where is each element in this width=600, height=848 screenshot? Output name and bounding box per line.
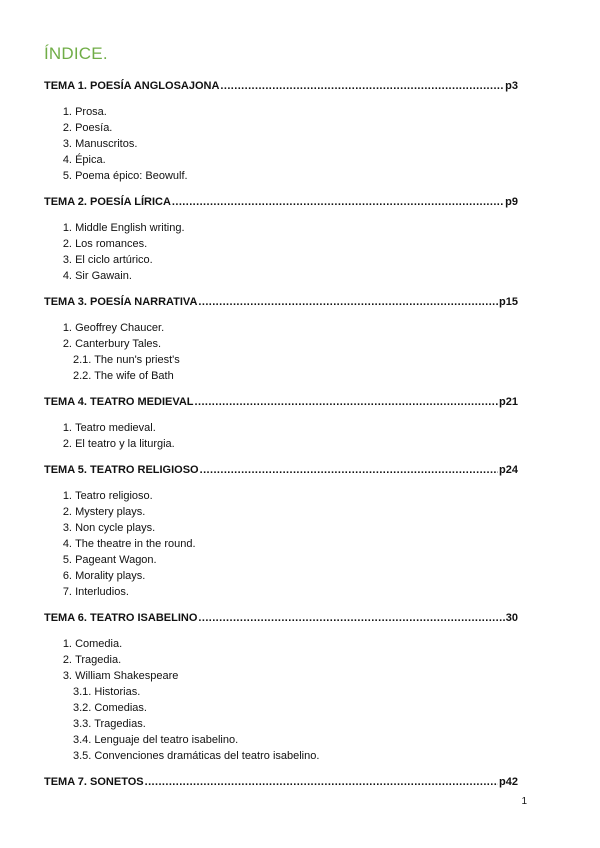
list-item-number: 5. bbox=[62, 554, 72, 566]
list-item-text: Middle English writing. bbox=[75, 222, 185, 234]
tema-heading: TEMA 6. TEATRO ISABELINO bbox=[44, 612, 198, 624]
tema-item-list bbox=[44, 488, 518, 600]
table-of-contents bbox=[44, 78, 518, 790]
list-item bbox=[44, 568, 518, 584]
list-item bbox=[44, 552, 518, 568]
list-item bbox=[44, 252, 518, 268]
list-item-number: 4. bbox=[62, 154, 72, 166]
tema-page-ref: p3 bbox=[505, 80, 518, 92]
tema-heading: TEMA 4. TEATRO MEDIEVAL bbox=[44, 396, 194, 408]
list-item-number: 2. bbox=[62, 238, 72, 250]
list-item-text: Prosa. bbox=[75, 106, 107, 118]
sub-list-item: 2.1. The nun's priest's bbox=[73, 354, 180, 366]
list-item-text: Los romances. bbox=[75, 238, 148, 250]
tema-item-list bbox=[44, 220, 518, 284]
list-item-number: 4. bbox=[62, 270, 72, 282]
list-item bbox=[44, 520, 518, 536]
list-item-text: Morality plays. bbox=[75, 570, 146, 582]
list-item-number: 5. bbox=[62, 170, 72, 182]
tema-item-list bbox=[44, 320, 518, 384]
page-number: 1 bbox=[521, 796, 527, 807]
list-item bbox=[44, 584, 518, 600]
toc-entry-tema-3 bbox=[44, 294, 518, 310]
sub-list-item: 3.1. Historias. bbox=[73, 686, 141, 698]
sub-list-item: 3.4. Lenguaje del teatro isabelino. bbox=[73, 734, 239, 746]
list-item-number: 2. bbox=[62, 438, 72, 450]
toc-entry-tema-4 bbox=[44, 394, 518, 410]
list-item bbox=[44, 636, 518, 652]
tema-page-ref: 30 bbox=[505, 612, 518, 624]
sub-list-item: 2.2. The wife of Bath bbox=[73, 370, 174, 382]
list-item bbox=[44, 668, 518, 684]
tema-heading: TEMA 3. POESÍA NARRATIVA bbox=[44, 296, 198, 308]
tema-page-ref: p21 bbox=[499, 396, 518, 408]
list-item-number: 4. bbox=[62, 538, 72, 550]
list-item bbox=[44, 136, 518, 152]
list-item-number: 3. bbox=[62, 670, 72, 682]
index-title: ÍNDICE. bbox=[44, 44, 108, 63]
list-item-text: Sir Gawain. bbox=[75, 270, 132, 282]
list-item-number: 2. bbox=[62, 506, 72, 518]
list-item bbox=[44, 488, 518, 504]
tema-heading: TEMA 2. POESÍA LÍRICA bbox=[44, 196, 171, 208]
tema-heading: TEMA 1. POESÍA ANGLOSAJONA bbox=[44, 80, 220, 92]
list-item-text: The theatre in the round. bbox=[75, 538, 196, 550]
tema-item-list bbox=[44, 104, 518, 184]
list-item-text: Interludios. bbox=[75, 586, 129, 598]
sub-list-item: 3.5. Convenciones dramáticas del teatro isabelino. bbox=[73, 750, 320, 762]
sub-list-item: 3.2. Comedias. bbox=[73, 702, 147, 714]
list-item bbox=[44, 236, 518, 252]
list-item bbox=[44, 152, 518, 168]
dot-leader bbox=[198, 610, 504, 626]
list-item-text: Poesía. bbox=[75, 122, 113, 134]
tema-page-ref: p42 bbox=[499, 776, 518, 788]
toc-entry-tema-2 bbox=[44, 194, 518, 210]
list-item-number: 2. bbox=[62, 654, 72, 666]
list-item-text: Mystery plays. bbox=[75, 506, 146, 518]
list-item-text: Épica. bbox=[75, 154, 106, 166]
list-item-number: 3. bbox=[62, 522, 72, 534]
list-item bbox=[44, 320, 518, 336]
dot-leader bbox=[172, 194, 504, 210]
list-item-number: 2. bbox=[62, 122, 72, 134]
tema-item-list bbox=[44, 420, 518, 452]
list-item bbox=[44, 504, 518, 520]
dot-leader bbox=[198, 294, 498, 310]
dot-leader bbox=[200, 462, 498, 478]
list-item bbox=[44, 168, 518, 184]
tema-heading: TEMA 7. SONETOS bbox=[44, 776, 144, 788]
list-item-number: 7. bbox=[62, 586, 72, 598]
toc-entry-tema-1 bbox=[44, 78, 518, 94]
tema-item-list bbox=[44, 636, 518, 764]
tema-page-ref: p15 bbox=[499, 296, 518, 308]
list-item-text: Pageant Wagon. bbox=[75, 554, 157, 566]
list-item-number: 3. bbox=[62, 138, 72, 150]
list-item bbox=[44, 420, 518, 436]
sub-list-item: 3.3. Tragedias. bbox=[73, 718, 146, 730]
list-item-text: Teatro medieval. bbox=[75, 422, 156, 434]
list-item-text: Poema épico: Beowulf. bbox=[75, 170, 188, 182]
list-item-text: William Shakespeare bbox=[75, 670, 179, 682]
dot-leader bbox=[145, 774, 498, 790]
list-item-text: Canterbury Tales. bbox=[75, 338, 162, 350]
list-item bbox=[44, 436, 518, 452]
list-item bbox=[44, 652, 518, 668]
list-item-number: 3. bbox=[62, 254, 72, 266]
list-item bbox=[44, 336, 518, 352]
list-item bbox=[44, 268, 518, 284]
list-item-text: El teatro y la liturgia. bbox=[75, 438, 175, 450]
list-item bbox=[44, 536, 518, 552]
list-item bbox=[44, 104, 518, 120]
list-item-number: 6. bbox=[62, 570, 72, 582]
tema-heading: TEMA 5. TEATRO RELIGIOSO bbox=[44, 464, 199, 476]
tema-page-ref: p9 bbox=[505, 196, 518, 208]
toc-entry-tema-7 bbox=[44, 774, 518, 790]
dot-leader bbox=[220, 78, 504, 94]
dot-leader bbox=[195, 394, 499, 410]
list-item-text: Geoffrey Chaucer. bbox=[75, 322, 165, 334]
list-item-number: 1. bbox=[62, 106, 72, 118]
list-item-text: Teatro religioso. bbox=[75, 490, 153, 502]
list-item-number: 1. bbox=[62, 638, 72, 650]
toc-entry-tema-6 bbox=[44, 610, 518, 626]
list-item-number: 1. bbox=[62, 322, 72, 334]
list-item-text: El ciclo artúrico. bbox=[75, 254, 153, 266]
list-item-text: Comedia. bbox=[75, 638, 123, 650]
tema-page-ref: p24 bbox=[499, 464, 518, 476]
list-item-text: Non cycle plays. bbox=[75, 522, 156, 534]
list-item-number: 1. bbox=[62, 422, 72, 434]
list-item-text: Tragedia. bbox=[75, 654, 122, 666]
list-item-number: 2. bbox=[62, 338, 72, 350]
list-item-number: 1. bbox=[62, 222, 72, 234]
list-item bbox=[44, 220, 518, 236]
list-item-number: 1. bbox=[62, 490, 72, 502]
toc-entry-tema-5 bbox=[44, 462, 518, 478]
list-item-text: Manuscritos. bbox=[75, 138, 138, 150]
list-item bbox=[44, 120, 518, 136]
